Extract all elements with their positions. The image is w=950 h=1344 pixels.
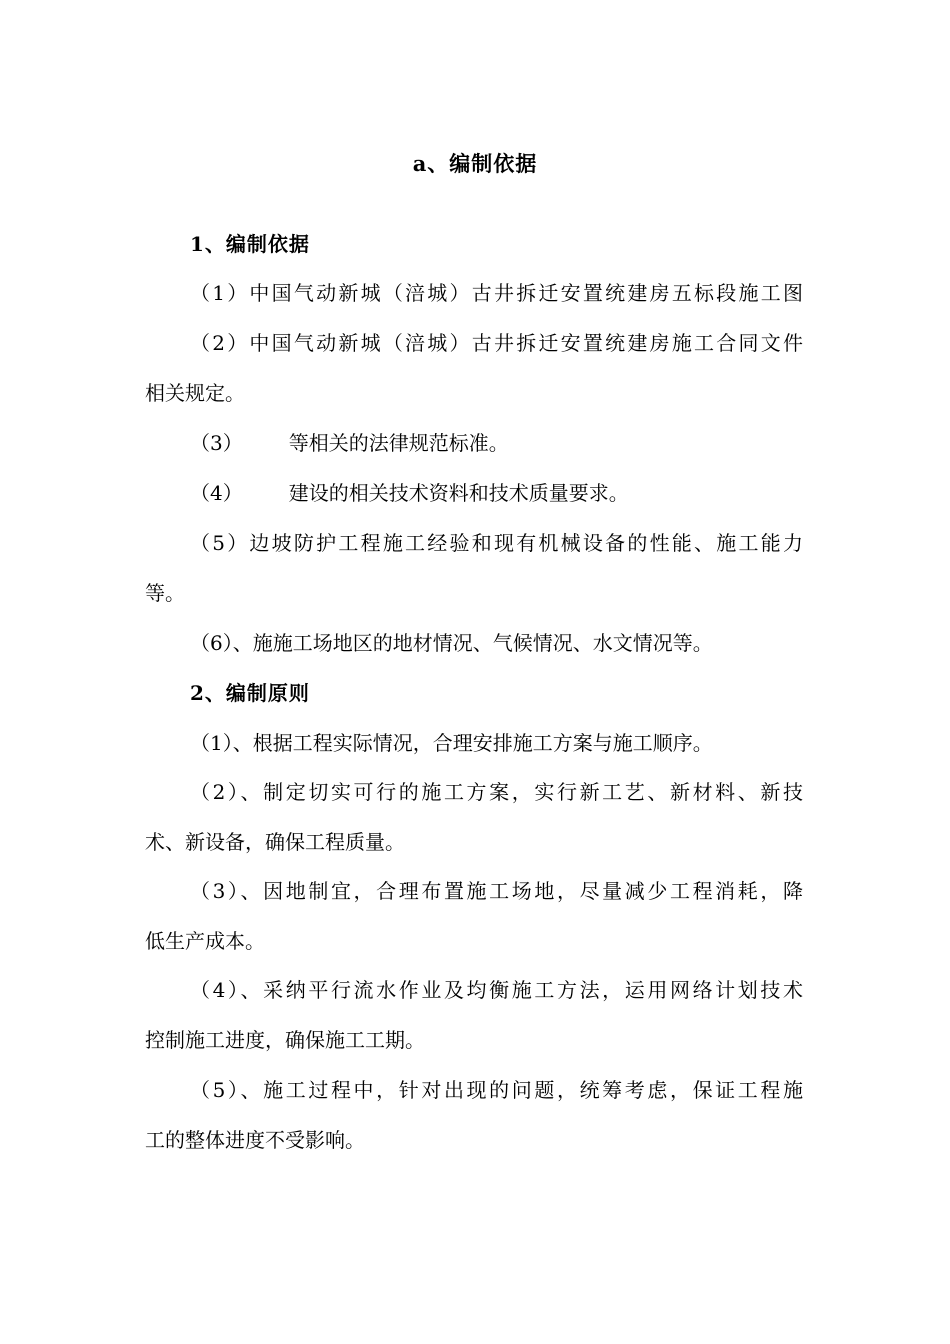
principle-item-5-line-2: 工的整体进度不受影响。 — [145, 1128, 365, 1152]
basis-item-3-number: （3） — [190, 431, 243, 455]
basis-item-4-text: 建设的相关技术资料和技术质量要求。 — [288, 481, 629, 505]
basis-item-4 — [190, 477, 629, 506]
page-title: a、编制依据 — [412, 151, 538, 176]
principle-item-3-line-1: （3）、因地制宜，合理布置施工场地，尽量减少工程消耗，降 — [190, 879, 803, 903]
basis-item-1: （1）中国气动新城（涪城）古井拆迁安置统建房五标段施工图 — [190, 281, 803, 305]
basis-item-2-line-2: 相关规定。 — [145, 381, 245, 405]
basis-item-5-line-2: 等。 — [145, 581, 185, 605]
principle-item-4-line-2: 控制施工进度，确保施工工期。 — [145, 1028, 425, 1052]
basis-item-2-line-1: （2）中国气动新城（涪城）古井拆迁安置统建房施工合同文件 — [190, 331, 803, 355]
basis-item-3-text: 等相关的法律规范标准。 — [288, 431, 509, 455]
basis-item-3 — [190, 427, 509, 456]
principle-item-1: （1）、根据工程实际情况，合理安排施工方案与施工顺序。 — [190, 731, 713, 755]
section-heading-basis: 1、编制依据 — [190, 232, 310, 256]
basis-item-5-line-1: （5）边坡防护工程施工经验和现有机械设备的性能、施工能力 — [190, 531, 803, 555]
basis-item-4-number: （4） — [190, 481, 243, 505]
principle-item-4-line-1: （4）、采纳平行流水作业及均衡施工方法，运用网络计划技术 — [190, 978, 803, 1002]
principle-item-5-line-1: （5）、施工过程中，针对出现的问题，统筹考虑，保证工程施 — [190, 1078, 803, 1102]
section-heading-principles: 2、编制原则 — [190, 681, 310, 705]
principle-item-2-line-1: （2）、制定切实可行的施工方案，实行新工艺、新材料、新技 — [190, 780, 803, 804]
basis-item-6: （6）、施施工场地区的地材情况、气候情况、水文情况等。 — [190, 631, 713, 655]
principle-item-3-line-2: 低生产成本。 — [145, 929, 265, 953]
principle-item-2-line-2: 术、新设备，确保工程质量。 — [145, 830, 405, 854]
